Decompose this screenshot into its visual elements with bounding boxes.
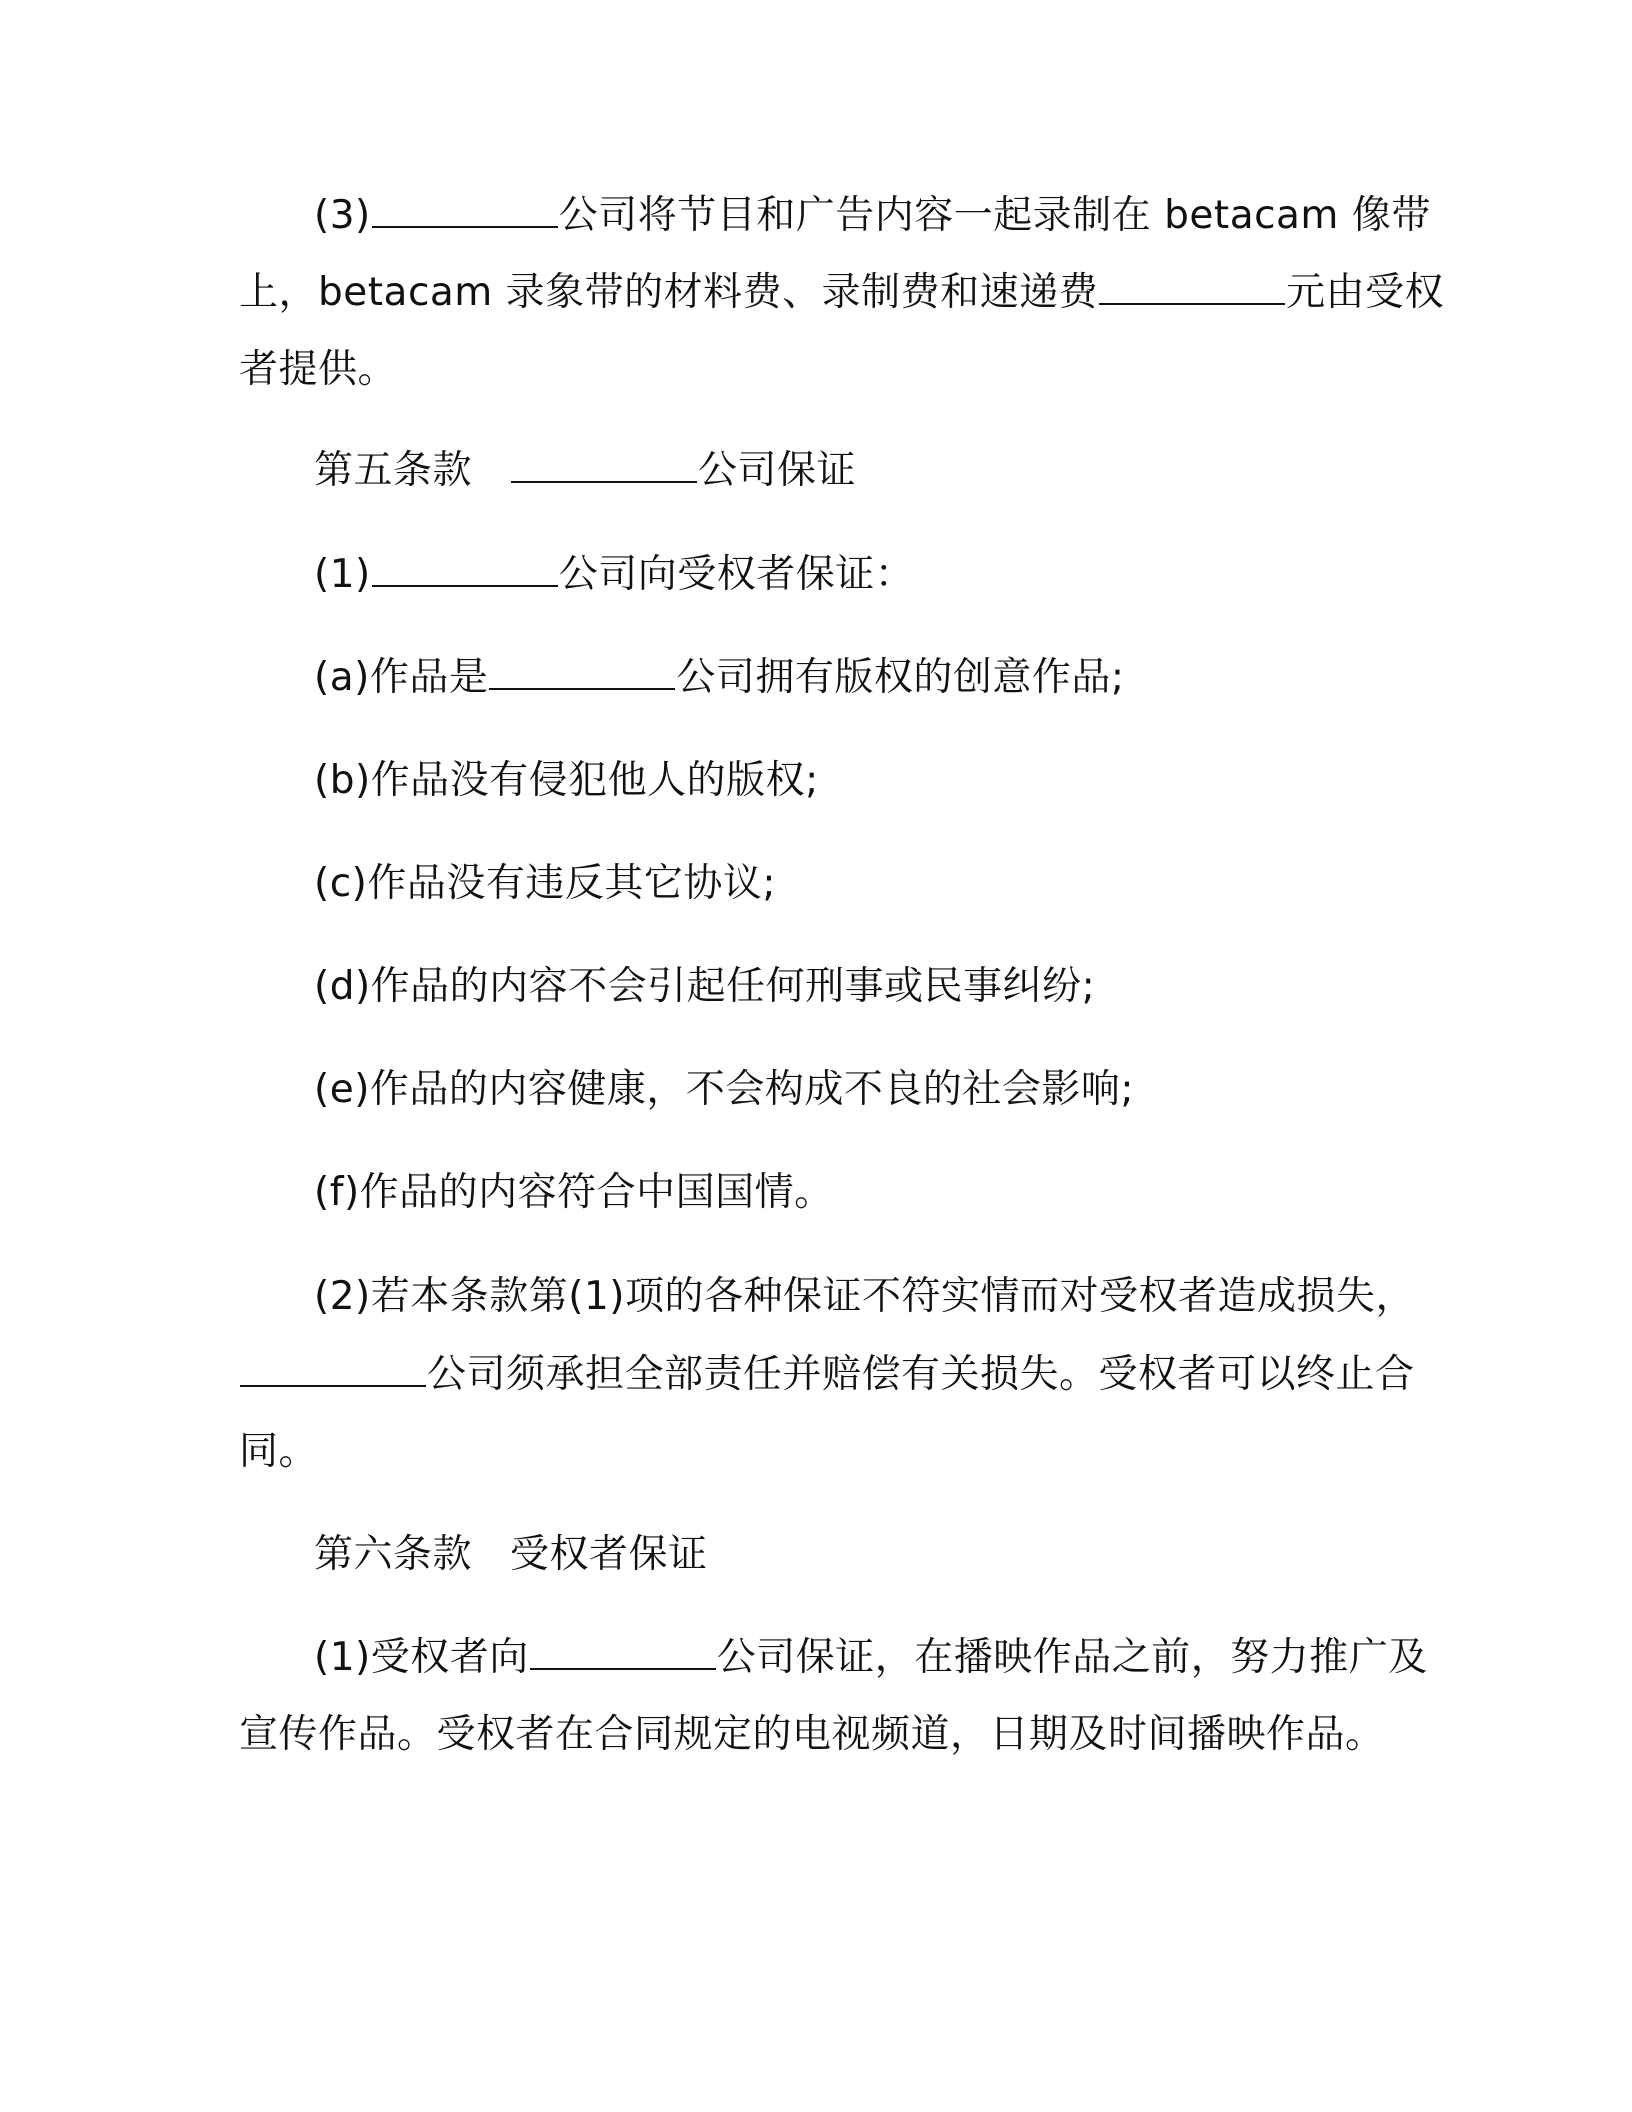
article-5-item-2-line-1: (2)若本条款第(1)项的各种保证不符实情而对受权者造成损失， [314, 1274, 1415, 1319]
fill-in-blank [530, 1667, 716, 1670]
article-6-item-1-line-2: 宣传作品。受权者在合同规定的电视频道，日期及时间播映作品。 [239, 1712, 1385, 1757]
article-5-item-f: (f)作品的内容符合中国国情。 [314, 1170, 834, 1215]
article-5-item-d: (d)作品的内容不会引起任何刑事或民事纠纷; [314, 964, 1096, 1009]
fill-in-blank [1099, 302, 1285, 305]
fill-in-blank [372, 584, 558, 587]
fill-in-blank [511, 480, 697, 483]
fill-in-blank [372, 225, 558, 228]
article-5-item-2-line-2: 公司须承担全部责任并赔偿有关损失。受权者可以终止合 [239, 1355, 1399, 1394]
article-5-item-1: (1) 公司向受权者保证： [314, 552, 915, 597]
clause-3-line-1: (3) 公司将节目和广告内容一起录制在 betacam 像带 [314, 193, 1431, 238]
fill-in-blank [240, 1384, 426, 1387]
clause-3-line-2: 上，betacam 录象带的材料费、录制费和速递费 元由受权 [239, 270, 1445, 315]
article-5-item-a: (a)作品是 公司拥有版权的创意作品; [314, 655, 1125, 700]
clause-3-line-3: 者提供。 [239, 347, 398, 392]
article-5-item-2-line-3: 同。 [239, 1429, 319, 1474]
article-5-item-b: (b)作品没有侵犯他人的版权; [314, 758, 819, 803]
article-5-heading: 第五条款 公司保证 [314, 448, 857, 493]
article-5-item-e: (e)作品的内容健康，不会构成不良的社会影响; [314, 1067, 1135, 1112]
article-5-item-c: (c)作品没有违反其它协议; [314, 861, 777, 906]
fill-in-blank [489, 687, 675, 690]
article-6-heading: 第六条款 受权者保证 [314, 1532, 708, 1577]
article-6-item-1-line-1: (1)受权者向 公司保证，在播映作品之前，努力推广及 [314, 1635, 1428, 1680]
